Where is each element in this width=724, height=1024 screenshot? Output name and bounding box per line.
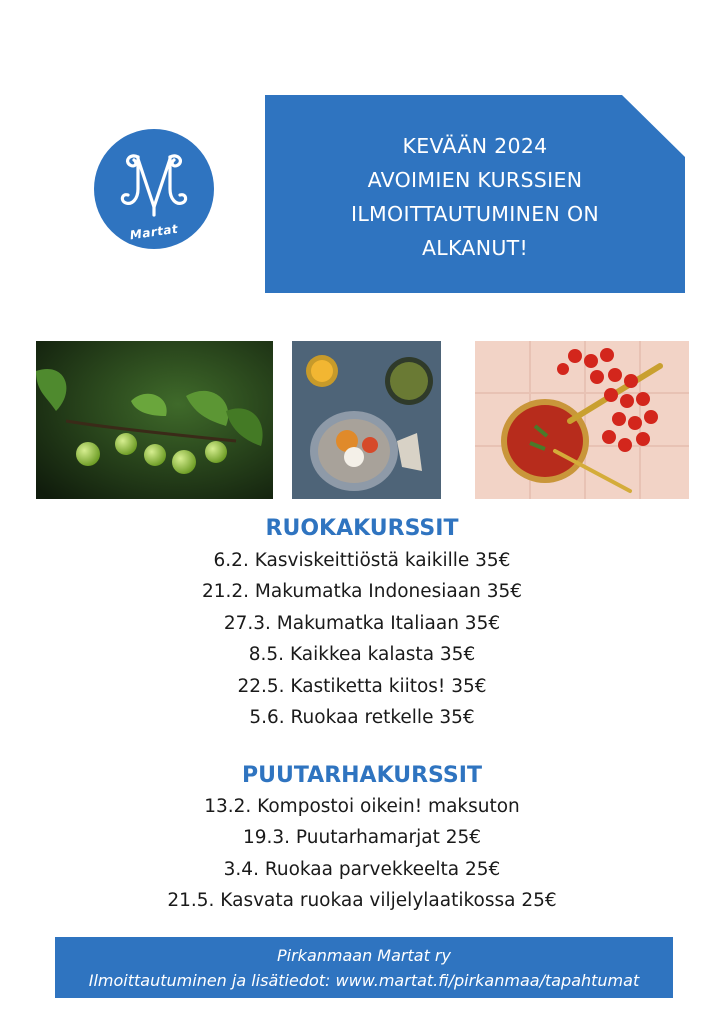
announcement-banner bbox=[265, 95, 685, 293]
announcement-text bbox=[265, 129, 685, 265]
food-course-list bbox=[0, 545, 724, 733]
food-courses-heading: RUOKAKURSSIT bbox=[265, 516, 459, 541]
list-item: 3.4. Ruokaa parvekkeelta 25€ bbox=[223, 858, 501, 880]
banner-line: KEVÄÄN 2024 bbox=[402, 134, 548, 158]
footer-bar bbox=[55, 937, 673, 998]
list-item: 6.2. Kasviskeittiöstä kaikille 35€ bbox=[213, 550, 511, 571]
list-item: 21.2. Makumatka Indonesiaan 35€ bbox=[201, 581, 523, 603]
list-item: 19.3. Puutarhamarjat 25€ bbox=[242, 827, 482, 849]
footer-organization: Pirkanmaan Martat ry bbox=[277, 946, 451, 965]
tomato-pan-photo bbox=[475, 341, 689, 499]
list-item: 8.5. Kaikkea kalasta 35€ bbox=[248, 644, 476, 666]
list-item: 22.5. Kastiketta kiitos! 35€ bbox=[237, 675, 487, 697]
gooseberries-photo bbox=[36, 341, 273, 499]
logo-wordmark: Martat bbox=[128, 221, 180, 243]
banner-line: AVOIMIEN KURSSIEN bbox=[367, 168, 583, 192]
list-item: 27.3. Makumatka Italiaan 35€ bbox=[223, 612, 501, 634]
footer-info-link[interactable]: Ilmoittautuminen ja lisätiedot: www.martat.fi/pirkanmaa/tapahtumat bbox=[88, 971, 640, 990]
banner-line: ILMOITTAUTUMINEN ON bbox=[350, 202, 600, 226]
martat-logo bbox=[94, 129, 214, 249]
food-plate-photo bbox=[292, 341, 441, 499]
garden-courses-heading: PUUTARHAKURSSIT bbox=[242, 763, 482, 788]
list-item: 13.2. Kompostoi oikein! maksuton bbox=[204, 796, 520, 817]
garden-course-list bbox=[0, 791, 724, 917]
list-item: 5.6. Ruokaa retkelle 35€ bbox=[249, 706, 475, 728]
list-item: 21.5. Kasvata ruokaa viljelylaatikossa 25€ bbox=[167, 890, 557, 912]
banner-line: ALKANUT! bbox=[421, 236, 529, 260]
